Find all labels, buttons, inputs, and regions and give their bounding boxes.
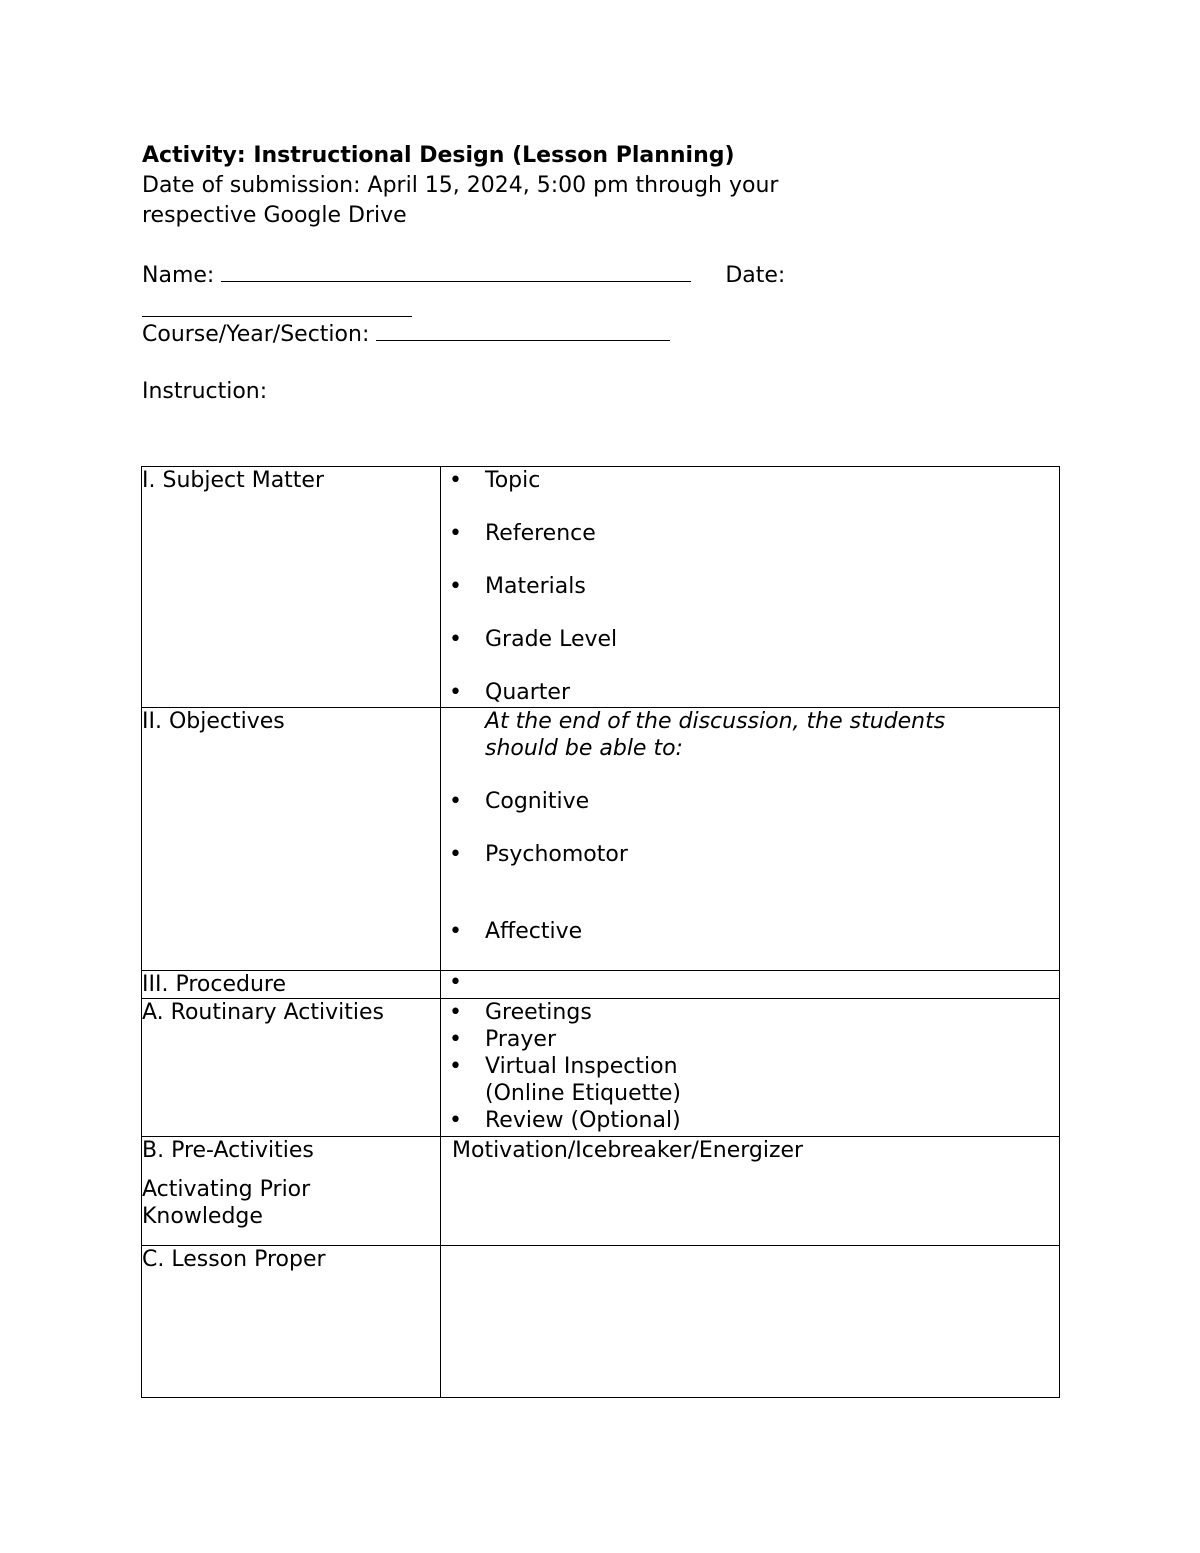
list-item: • Psychomotor [449, 842, 628, 867]
list-item: • Affective [449, 919, 583, 944]
objectives-intro: At the end of the discussion, the students should be able to: [485, 709, 946, 761]
procedure-label-cell [142, 971, 441, 999]
name-label: Name: [142, 263, 215, 288]
table-row [142, 467, 1060, 708]
table-row [142, 1137, 1060, 1246]
objectives-label: II. Objectives [142, 709, 285, 734]
submission-line-1: Date of submission: April 15, 2024, 5:00 pm through your [142, 173, 779, 198]
pre-activities-label: B. Pre-Activities [142, 1138, 314, 1163]
lesson-proper-label: C. Lesson Proper [142, 1247, 326, 1272]
date-field[interactable] [142, 292, 412, 317]
bullet-icon: • [449, 680, 462, 705]
bullet-icon: • [449, 919, 462, 944]
subject-matter-content-cell[interactable] [441, 467, 1060, 708]
routinary-list [441, 999, 1059, 1134]
instruction-label: Instruction: [142, 379, 268, 404]
table-row [142, 971, 1060, 999]
pre-activities-content-cell[interactable] [441, 1137, 1060, 1246]
bullet-icon: • [449, 1000, 462, 1025]
list-item: • Virtual Inspection (Online Etiquette) [449, 1054, 681, 1106]
name-field[interactable] [221, 259, 691, 282]
bullet-icon: • [449, 1054, 462, 1079]
table-row [142, 708, 1060, 971]
subject-matter-label: I. Subject Matter [142, 468, 325, 493]
list-item: • Prayer [449, 1027, 557, 1052]
lesson-proper-label-cell [142, 1246, 441, 1398]
list-item: • Review (Optional) [449, 1108, 681, 1133]
bullet-icon: • [449, 574, 462, 599]
bullet-icon: • [449, 468, 462, 493]
activity-title: Activity: Instructional Design (Lesson Planning) [142, 143, 735, 168]
objectives-content-cell[interactable] [441, 708, 1060, 971]
subject-matter-label-cell [142, 467, 441, 708]
lesson-plan-table [141, 466, 1060, 1398]
bullet-icon: • [449, 1108, 462, 1133]
table-row [142, 1246, 1060, 1398]
subject-matter-list [441, 467, 1059, 706]
list-item: • Grade Level [449, 627, 618, 652]
lesson-proper-content-cell[interactable] [441, 1246, 1060, 1398]
list-item: • Materials [449, 574, 586, 599]
routinary-label: A. Routinary Activities [142, 1000, 384, 1025]
table-row [142, 999, 1060, 1137]
routinary-label-cell [142, 999, 441, 1137]
course-field[interactable] [376, 318, 670, 341]
submission-line-2: respective Google Drive [142, 203, 407, 228]
bullet-icon: • [449, 789, 462, 814]
bullet-icon: • [449, 1027, 462, 1052]
course-label: Course/Year/Section: [142, 322, 370, 347]
name-date-row [142, 259, 785, 291]
course-row [142, 318, 670, 350]
list-item: • Quarter [449, 680, 570, 705]
motivation-text: Motivation/Icebreaker/Energizer [452, 1138, 804, 1163]
objectives-list [441, 788, 1059, 945]
list-item: • Cognitive [449, 789, 590, 814]
bullet-icon: • [449, 521, 462, 546]
procedure-label: III. Procedure [142, 972, 286, 997]
activating-prior-knowledge-label: Activating Prior Knowledge [142, 1177, 311, 1229]
procedure-content-cell[interactable] [441, 971, 1060, 999]
routinary-content-cell[interactable] [441, 999, 1060, 1137]
bullet-icon: • [449, 970, 462, 995]
list-item: • Reference [449, 521, 596, 546]
date-label: Date: [725, 263, 786, 288]
list-item: • Topic [449, 468, 541, 493]
pre-activities-label-cell [142, 1137, 441, 1246]
objectives-label-cell [142, 708, 441, 971]
bullet-icon: • [449, 627, 462, 652]
bullet-icon: • [449, 842, 462, 867]
list-item: • Greetings [449, 1000, 592, 1025]
